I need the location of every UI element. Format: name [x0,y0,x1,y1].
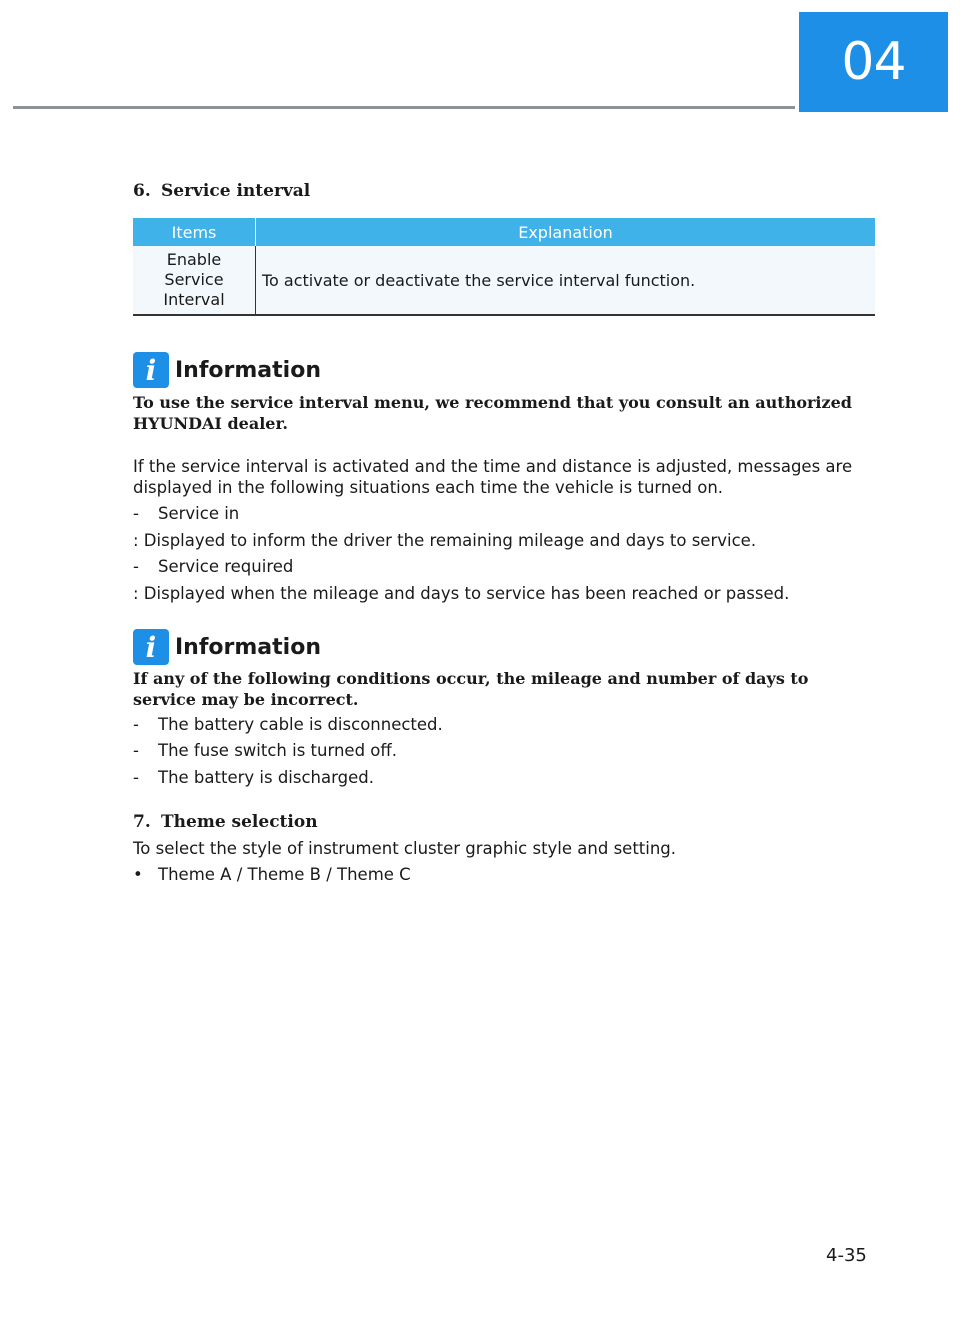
information-heading [133,629,321,665]
list-item-text: Service in [158,504,240,523]
chapter-tab: 04 [799,12,948,112]
bullet-marker: • [133,865,143,884]
list-marker: - [133,715,139,734]
list-item [133,714,443,735]
table-row [133,246,875,315]
theme-paragraph: To select the style of instrument cluster graphic style and setting. [133,839,677,858]
table-cell-item [133,246,256,315]
list-item [133,583,789,604]
table-header-items: Items [133,218,256,246]
list-item-text: The battery cable is disconnected. [158,715,443,734]
list-marker: - [133,768,139,787]
list-item [133,556,293,577]
section-heading-service-interval [133,181,310,201]
table-cell-explanation: To activate or deactivate the service interval function. [256,246,876,315]
list-item-text: : Displayed to inform the driver the remaining mileage and days to service. [133,531,757,550]
section-number: 6. [133,181,151,201]
information-heading [133,352,321,388]
list-item [133,864,411,885]
list-marker: - [133,557,139,576]
list-item [133,740,397,761]
list-marker: - [133,741,139,760]
list-item-text: Theme A / Theme B / Theme C [158,865,411,884]
section-heading-theme-selection [133,812,318,832]
list-item [133,530,756,551]
list-item-text: Service required [158,557,294,576]
list-item-text: : Displayed when the mileage and days to service has been reached or passed. [133,584,790,603]
information-label: Information [175,634,321,660]
list-item [133,503,239,524]
page-number: 4-35 [826,1245,867,1266]
list-marker: - [133,504,139,523]
section-title: Theme selection [161,812,318,832]
section-number: 7. [133,812,151,832]
section-title: Service interval [161,181,311,201]
list-item-text: The battery is discharged. [158,768,374,787]
information-note: To use the service interval menu, we recommend that you consult an authorized HYUNDAI dealer. [133,393,852,433]
list-item [133,767,374,788]
header-rule [13,106,795,109]
info-icon: i [133,352,169,388]
table-cell-item-text: Enable Service Interval [163,250,225,309]
table-header-explanation: Explanation [256,218,876,246]
service-interval-table [133,218,875,316]
information-label: Information [175,357,321,383]
info-icon: i [133,629,169,665]
table-header-row [133,218,875,246]
information-paragraph: If the service interval is activated and the time and distance is adjusted, messages are displayed in the following situations each time the vehicle is turned on. [133,457,853,497]
information-note: If any of the following conditions occur, the mileage and number of days to service may be incorrect. [133,669,809,709]
list-item-text: The fuse switch is turned off. [158,741,397,760]
